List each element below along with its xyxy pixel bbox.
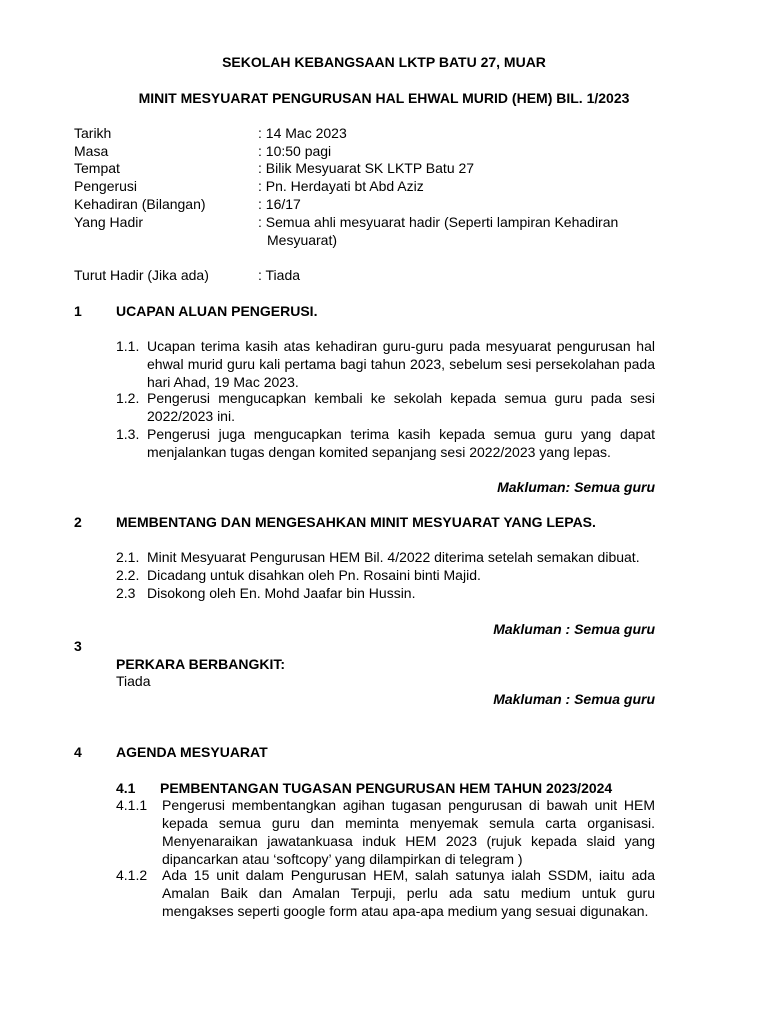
info-label-time: Masa (74, 143, 109, 159)
notice-line: Makluman : Semua guru (493, 691, 655, 707)
section-title: PERKARA BERBANGKIT: (116, 656, 286, 672)
section-number: 4 (74, 744, 82, 760)
info-label-present: Yang Hadir (74, 214, 144, 230)
item-number: 1.2. (116, 390, 140, 406)
item-text: Dicadang untuk disahkan oleh Pn. Rosaini binti Majid. (147, 567, 481, 583)
item-number: 1.1. (116, 338, 140, 354)
section-body: Tiada (116, 673, 151, 689)
item-text: Pengerusi juga mengucapkan terima kasih kepada semua guru yang dapat menjalankan tugas dengan komited sepanjang sesi 2022/2023 yang lepas. (147, 426, 655, 460)
info-label-date: Tarikh (74, 125, 112, 141)
subsection-title: PEMBENTANGAN TUGASAN PENGURUSAN HEM TAHUN 2023/2024 (160, 780, 613, 796)
item-text: Ucapan terima kasih atas kehadiran guru-guru pada mesyuarat pengurusan hal ehwal murid guru kali pertama bagi tahun 2023, sebelum sesi persekolahan pada hari Ahad, 19 Mac 2023. (147, 338, 655, 390)
info-label-attendance: Kehadiran (Bilangan) (74, 196, 206, 212)
item-number: 2.2. (116, 567, 140, 583)
info-value-venue: : Bilik Mesyuarat SK LKTP Batu 27 (258, 160, 475, 176)
item-text: Disokong oleh En. Mohd Jaafar bin Hussin. (147, 585, 416, 601)
notice-line: Makluman : Semua guru (493, 621, 655, 637)
item-text: Pengerusi mengucapkan kembali ke sekolah kepada semua guru pada sesi 2022/2023 ini. (147, 390, 655, 424)
section-title: AGENDA MESYUARAT (116, 744, 268, 760)
item-number: 2.3 (116, 585, 136, 601)
section-title: UCAPAN ALUAN PENGERUSI. (116, 303, 318, 319)
section-title: MEMBENTANG DAN MENGESAHKAN MINIT MESYUARAT YANG LEPAS. (116, 514, 596, 530)
info-label-venue: Tempat (74, 160, 120, 176)
item-number: 4.1.2 (116, 867, 148, 883)
info-value-chair: : Pn. Herdayati bt Abd Aziz (258, 178, 424, 194)
section-number: 3 (74, 638, 82, 654)
info-label-also-present: Turut Hadir (Jika ada) (74, 267, 209, 283)
info-value-time: : 10:50 pagi (258, 143, 332, 159)
item-number: 2.1. (116, 549, 140, 565)
item-text: Minit Mesyuarat Pengurusan HEM Bil. 4/2022 diterima setelah semakan dibuat. (147, 549, 640, 565)
school-name: SEKOLAH KEBANGSAAN LKTP BATU 27, MUAR (222, 54, 546, 70)
section-number: 2 (74, 514, 82, 530)
subsection-number: 4.1 (116, 780, 136, 796)
notice-line: Makluman: Semua guru (497, 479, 655, 495)
info-value-present: : Semua ahli mesyuarat hadir (Seperti lampiran Kehadiran (258, 214, 619, 230)
document-title: MINIT MESYUARAT PENGURUSAN HAL EHWAL MURID (HEM) BIL. 1/2023 (138, 90, 630, 106)
info-value-also-present: : Tiada (258, 267, 301, 283)
item-number: 1.3. (116, 426, 140, 442)
info-value-date: : 14 Mac 2023 (258, 125, 347, 141)
item-text: Pengerusi membentangkan agihan tugasan pengurusan di bawah unit HEM kepada semua guru dan meminta menyemak semula carta organisasi. Menyenaraikan jawatankuasa induk HEM 2023 (rujuk kepada slaid yang dipancarkan atau ‘softcopy’ yang dilampirkan di telegram ) (162, 797, 655, 867)
info-value-present-cont: Mesyuarat) (267, 232, 338, 248)
info-label-chair: Pengerusi (74, 178, 138, 194)
item-text: Ada 15 unit dalam Pengurusan HEM, salah satunya ialah SSDM, iaitu ada Amalan Baik dan Amalan Terpuji, perlu ada satu medium untuk guru mengakses seperti google form atau apa-apa medium yang sesuai digunakan. (162, 867, 655, 919)
info-value-attendance: : 16/17 (258, 196, 301, 212)
section-number: 1 (74, 303, 82, 319)
item-number: 4.1.1 (116, 797, 148, 813)
